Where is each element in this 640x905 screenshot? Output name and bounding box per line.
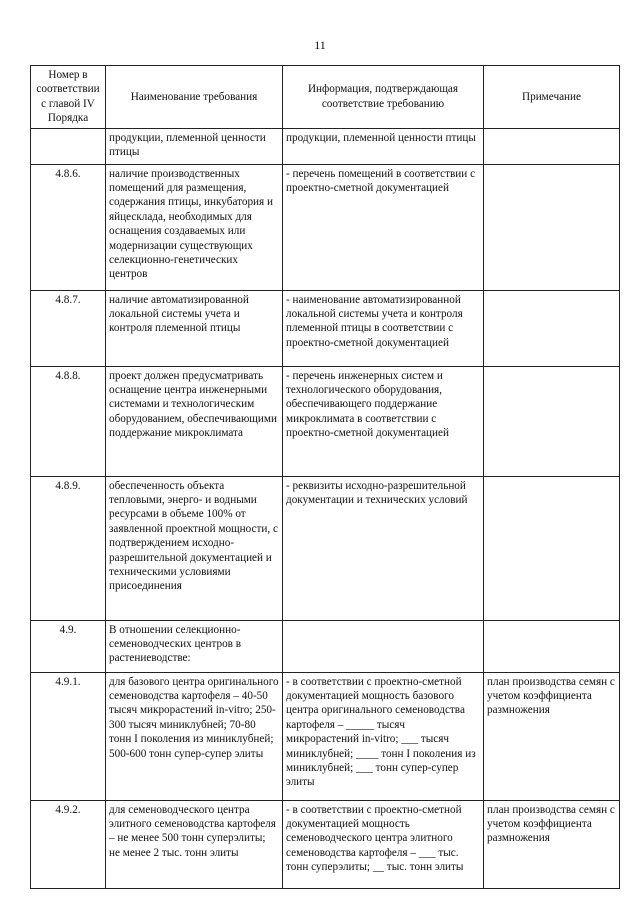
table-header-row — [31, 66, 620, 129]
row-note — [484, 164, 620, 290]
row-requirement: наличие производственных помещений для размещения, содержания птицы, инкубатория и яйцесклада, необходимых для оснащения создаваемых или модернизации существующих селекционно-генетических центров — [106, 164, 283, 290]
table-row — [31, 620, 620, 672]
table-row — [31, 800, 620, 888]
row-confirmation: - перечень инженерных систем и технологического оборудования, обеспечивающего поддержание микроклимата в соответствии с проектно-сметной документацией — [283, 366, 484, 476]
row-note — [484, 290, 620, 366]
header-requirement: Наименование требования — [106, 66, 283, 129]
table-row — [31, 672, 620, 800]
row-requirement: обеспеченность объекта тепловыми, энерго- и водными ресурсами в объеме 100% от заявленной проектной мощности, с подтверждением исходно-разрешительной документацией и техническими условиями присоединения — [106, 476, 283, 620]
table-row — [31, 366, 620, 476]
row-number: 4.8.7. — [31, 290, 106, 366]
row-number: 4.9.2. — [31, 800, 106, 888]
row-confirmation: - реквизиты исходно-разрешительной документации и технических условий — [283, 476, 484, 620]
row-note: план производства семян с учетом коэффициента размножения — [484, 672, 620, 800]
row-number: 4.9. — [31, 620, 106, 672]
header-confirmation: Информация, подтверждающая соответствие требованию — [283, 66, 484, 129]
row-confirmation: - в соответствии с проектно-сметной документацией мощность базового центра оригинального семеноводства картофеля – _____ тысяч микрорастений in-vitro; ___ тысяч миниклубней; ____ тонн I поколения из миниклубней; ___ тонн супер-супер элиты — [283, 672, 484, 800]
row-requirement: наличие автоматизированной локальной системы учета и контроля племенной птицы — [106, 290, 283, 366]
header-note: Примечание — [484, 66, 620, 129]
row-note — [484, 620, 620, 672]
row-confirmation: - в соответствии с проектно-сметной документацией мощность семеноводческого центра элитного семеноводства картофеля – ___ тыс. тонн суперэлиты; __ тыс. тонн элиты — [283, 800, 484, 888]
row-note — [484, 128, 620, 164]
row-number: 4.8.6. — [31, 164, 106, 290]
header-number: Номер в соответствии с главой IV Порядка — [31, 66, 106, 129]
table-row — [31, 476, 620, 620]
section-heading: В отношении селекционно-семеноводческих центров в растениеводстве: — [106, 620, 283, 672]
page-number: 11 — [314, 38, 326, 52]
row-note — [484, 366, 620, 476]
row-number — [31, 128, 106, 164]
row-confirmation: - наименование автоматизированной локальной системы учета и контроля племенной птицы в соответствии с проектно-сметной документацией — [283, 290, 484, 366]
row-number: 4.9.1. — [31, 672, 106, 800]
row-requirement: продукции, племенной ценности птицы — [106, 128, 283, 164]
row-confirmation — [283, 620, 484, 672]
row-number: 4.8.8. — [31, 366, 106, 476]
row-note — [484, 476, 620, 620]
table-row — [31, 128, 620, 164]
row-requirement: проект должен предусматривать оснащение центра инженерными системами и технологическим оборудованием, обеспечивающими поддержание микроклимата — [106, 366, 283, 476]
row-note: план производства семян с учетом коэффициента размножения — [484, 800, 620, 888]
row-requirement: для базового центра оригинального семеноводства картофеля – 40-50 тысяч микрорастений in-vitro; 250-300 тысяч миниклубней; 70-80 тонн I поколения из миниклубней; 500-600 тонн супер-супер элиты — [106, 672, 283, 800]
row-number: 4.8.9. — [31, 476, 106, 620]
row-confirmation: - перечень помещений в соответствии с проектно-сметной документацией — [283, 164, 484, 290]
table-row — [31, 290, 620, 366]
table-row — [31, 164, 620, 290]
requirements-table — [30, 65, 620, 889]
row-confirmation: продукции, племенной ценности птицы — [283, 128, 484, 164]
row-requirement: для семеноводческого центра элитного семеноводства картофеля – не менее 500 тонн суперэлиты; не менее 2 тыс. тонн элиты — [106, 800, 283, 888]
